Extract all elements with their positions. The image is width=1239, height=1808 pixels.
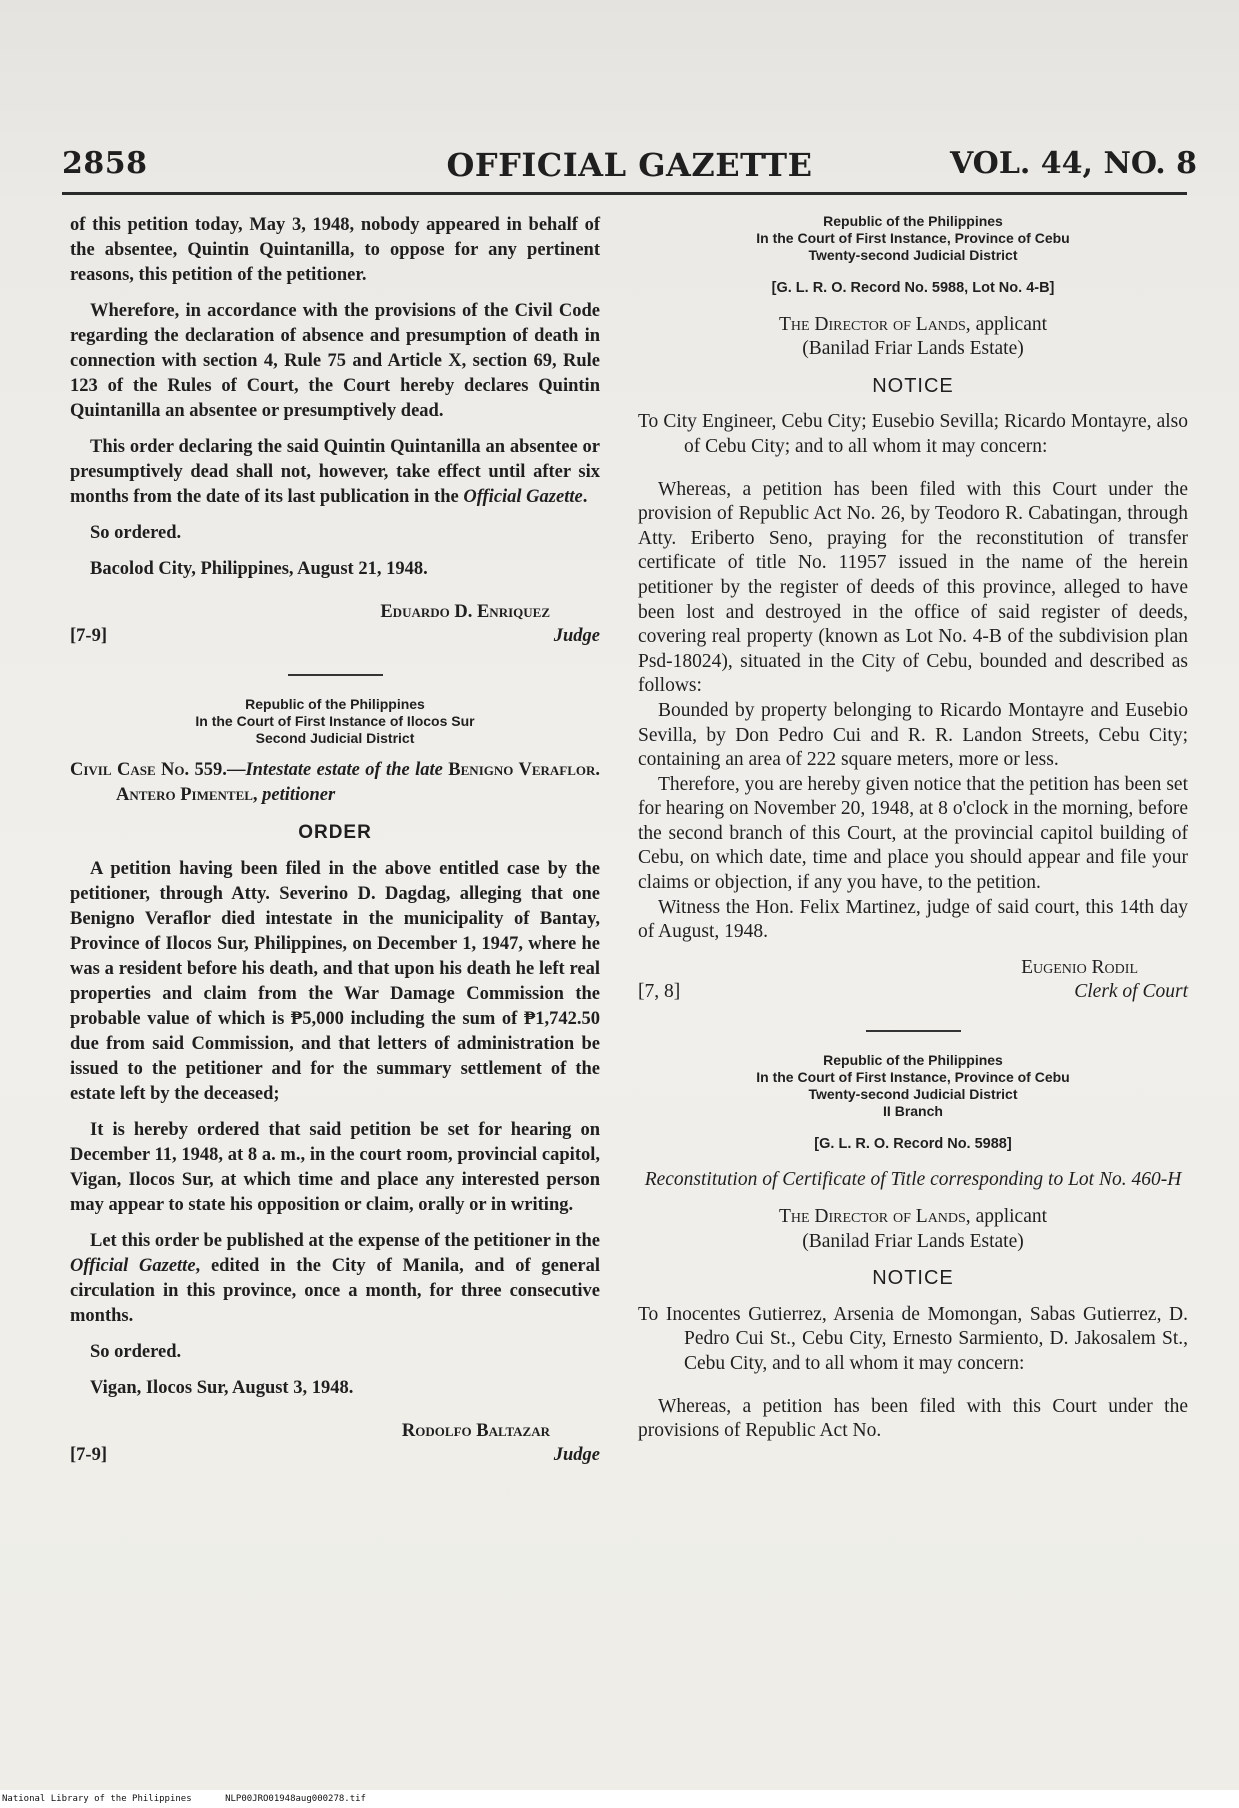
gazette-name: Official Gazette: [463, 487, 583, 507]
judge-title: Judge: [553, 1445, 600, 1465]
volume-number: VOL. 44, NO. 8: [949, 146, 1197, 181]
estate-line: (Banilad Friar Lands Estate): [802, 338, 1024, 360]
notice-witness: Witness the Hon. Felix Martinez, judge of said court, this 14th day of August, 1948.: [638, 896, 1188, 943]
header-rule: [62, 192, 1187, 195]
signature-block: [70, 1419, 600, 1471]
notice-addressees: To City Engineer, Cebu City; Eusebio Sevilla; Ricardo Montayre, also of Cebu City; and to all whom it may concern:: [638, 411, 1188, 457]
hearing-paragraph: It is hereby ordered that said petition be set for hearing on December 11, 1948, at 8 a. m., in the court room, provincial capitol, Vigan, Ilocos Sur, at which time and place any interested person may appear to state his opposition or claim, orally or in writing.: [70, 1120, 600, 1215]
absentee-order-tail: of this petition today, May 3, 1948, nobody appeared in behalf of the absentee, Quintin Quintanilla, to oppose for any pertinent reasons, this petition of the petitioner.: [70, 215, 600, 285]
judge-name: Rodolfo Baltazar: [401, 1421, 550, 1441]
publication-title: OFFICIAL GAZETTE: [446, 146, 813, 184]
clerk-name: Eugenio Rodil: [1021, 956, 1138, 978]
section-divider: [866, 1030, 961, 1032]
place-date: Vigan, Ilocos Sur, August 3, 1948.: [90, 1378, 354, 1398]
absentee-order-effect: This order declaring the said Quintin Quintanilla an absentee or presumptively dead shall not, however, take effect until after six months from the date of its last publication in the Official Gazette.: [70, 437, 600, 507]
right-column: [638, 213, 1188, 1444]
notice-whereas: Whereas, a petition has been filed with this Court under the provisions of Republic Act No.: [638, 1395, 1188, 1442]
file-name: NLP00JRO01948aug000278.tif: [225, 1794, 366, 1804]
clerk-title: Clerk of Court: [1074, 980, 1188, 1002]
notice-addressees: To Inocentes Gutierrez, Arsenia de Momongan, Sabas Gutierrez, D. Pedro Cui St., Cebu City, Ernesto Sarmiento, D. Jakosalem St., Cebu City, and to all whom it may concern:: [638, 1303, 1188, 1374]
court-heading: Republic of the Philippines In the Court of First Instance of Ilocos Sur Second Judicial District: [195, 696, 475, 746]
notice-whereas: Whereas, a petition has been filed with this Court under the provision of Republic Act No. 26, by Teodoro R. Cabatingan, through Atty. Eriberto Seno, praying for the reconstitution of transfer certificate of title No. 11957 issued in the name of the herein petitioner by the register of deeds of this province, alleged to have been lost and destroyed in the office of said register of deeds, covering real property (known as Lot No. 4-B of the subdivision plan Psd-18024), situated in the City of Cebu, bounded and described as follows:: [638, 478, 1188, 697]
notice-title: NOTICE: [872, 1267, 954, 1290]
so-ordered: So ordered.: [90, 523, 182, 543]
estate-line: (Banilad Friar Lands Estate): [802, 1230, 1024, 1252]
petition-paragraph: A petition having been filed in the above entitled case by the petitioner, through Atty. Severino D. Dagdag, alleging that one Benigno Veraflor died intestate in the municipality of Bantay, Province of Ilocos Sur, Philippines, on December 1, 1947, where he was a resident before his death, and that upon his death he left real properties and claim from the War Damage Commission the probable value of which is ₱5,000 including the sum of ₱1,742.50 due from said Commission, and that letters of administration be issued to the petitioner and for the summary settlement of the estate left by the deceased;: [70, 859, 600, 1104]
library-name: National Library of the Philippines: [2, 1794, 192, 1804]
signature-block: [638, 956, 1188, 1008]
applicant-line: The Director of Lands, applicant: [778, 313, 1048, 335]
judge-title: Judge: [553, 626, 600, 646]
order-title: ORDER: [298, 822, 372, 843]
notice-title: NOTICE: [872, 374, 954, 397]
court-heading: Republic of the Philippines In the Court of First Instance, Province of Cebu Twenty-second Judicial District II Branch: [756, 1051, 1070, 1119]
gazette-name: Official Gazette: [70, 1256, 196, 1276]
publication-paragraph: Let this order be published at the expense of the petitioner in the Official Gazette, edited in the City of Manila, and of general circulation in this province, once a month, for three consecutive months.: [70, 1231, 600, 1326]
left-column: [70, 213, 600, 1471]
section-divider: [288, 674, 383, 676]
signature-block: [70, 600, 600, 652]
notice-boundaries: Bounded by property belonging to Ricardo Montayre and Eusebio Sevilla, by Don Pedro Cui and R. R. Landon Streets, Cebu City; containing an area of 222 square meters, more or less.: [638, 699, 1188, 771]
issue-ref: [7-9]: [70, 626, 107, 646]
so-ordered: So ordered.: [90, 1342, 182, 1362]
scan-footer: [0, 1790, 1239, 1808]
case-caption: Civil Case No. 559.—Intestate estate of the late Benigno Veraflor. Antero Pimentel, petitioner: [70, 760, 600, 805]
issue-ref: [7, 8]: [638, 980, 681, 1002]
notice-therefore: Therefore, you are hereby given notice that the petition has been set for hearing on November 20, 1948, at 8 o'clock in the morning, before the second branch of this Court, at the provincial capitol building of Cebu, on which date, time and place you should appear and file your claims or objection, if any you have, to the petition.: [638, 773, 1188, 894]
absentee-order-wherefore: Wherefore, in accordance with the provisions of the Civil Code regarding the declaration of absence and presumption of death in connection with section 4, Rule 75 and Article X, section 69, Rule 123 of the Rules of Court, the Court hereby declares Quintin Quintanilla an absentee or presumptively dead.: [70, 301, 600, 421]
judge-name: Eduardo D. Enriquez: [380, 602, 550, 622]
reconstitution-line: Reconstitution of Certificate of Title corresponding to Lot No. 460-H: [644, 1169, 1182, 1191]
place-date: Bacolod City, Philippines, August 21, 1948.: [90, 559, 428, 579]
page-number: 2858: [62, 146, 148, 181]
page-header: [62, 146, 1197, 186]
record-reference: [G. L. R. O. Record No. 5988, Lot No. 4-B]: [771, 280, 1055, 296]
issue-ref: [7-9]: [70, 1445, 107, 1465]
record-reference: [G. L. R. O. Record No. 5988]: [814, 1135, 1012, 1152]
court-heading: Republic of the Philippines In the Court of First Instance, Province of Cebu Twenty-second Judicial District: [756, 213, 1070, 263]
applicant-line: The Director of Lands, applicant: [778, 1206, 1048, 1228]
